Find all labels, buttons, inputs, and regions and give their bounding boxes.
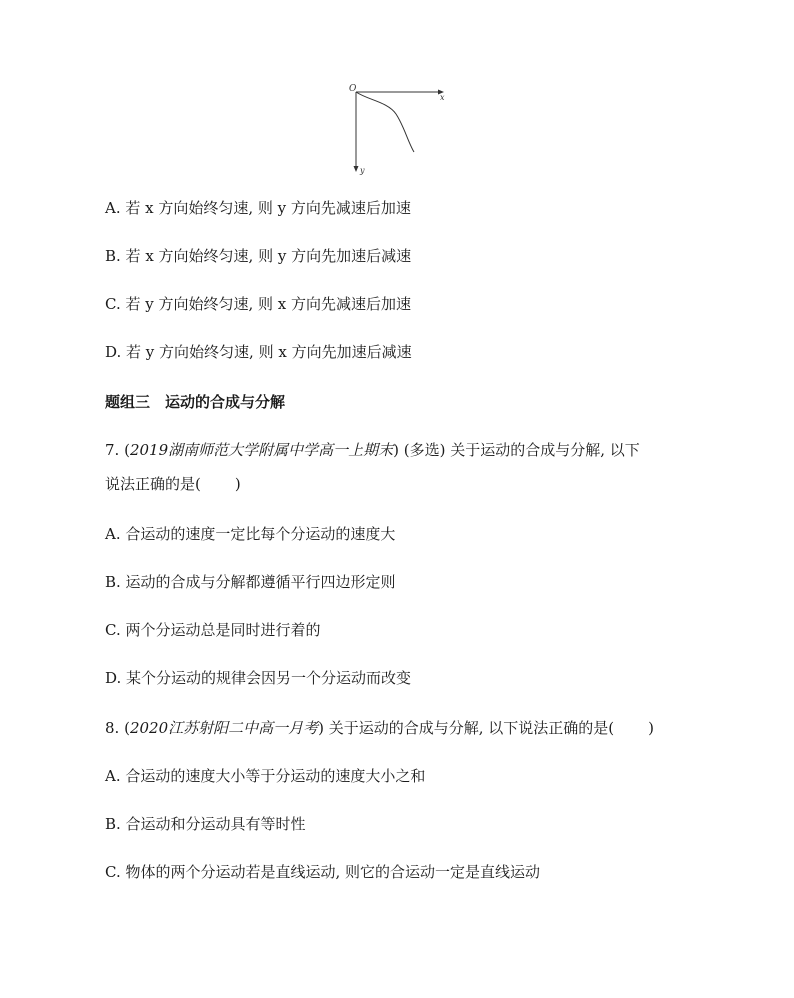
q7-number: 7. ( — [105, 441, 130, 459]
q7-stem-line1 — [105, 440, 640, 460]
trajectory-figure — [340, 80, 460, 180]
trajectory-graph — [340, 80, 460, 180]
q6-option-d: D. 若 y 方向始终匀速, 则 x 方向先加速后减速 — [105, 343, 412, 361]
q6-option-a: A. 若 x 方向始终匀速, 则 y 方向先减速后加速 — [105, 199, 411, 217]
q8-option-a: A. 合运动的速度大小等于分运动的速度大小之和 — [105, 767, 426, 785]
q8-stem-text: ) 关于运动的合成与分解, 以下说法正确的是( — [318, 719, 615, 737]
y-axis-arrow — [354, 166, 359, 172]
q7-option-b: B. 运动的合成与分解都遵循平行四边形定则 — [105, 573, 396, 591]
section-heading: 题组三 运动的合成与分解 — [105, 393, 286, 411]
q7-stem-text2: 说法正确的是( — [105, 475, 201, 493]
q8-option-c: C. 物体的两个分运动若是直线运动, 则它的合运动一定是直线运动 — [105, 863, 541, 881]
x-axis-label: x — [440, 93, 445, 102]
q7-stem-text: ) (多选) 关于运动的合成与分解, 以下 — [393, 441, 640, 459]
q6-option-b: B. 若 x 方向始终匀速, 则 y 方向先加速后减速 — [105, 247, 412, 265]
trajectory-curve — [356, 92, 414, 152]
q8-source: 2020江苏射阳二中高一月考 — [129, 719, 319, 737]
y-axis-label: y — [360, 166, 365, 175]
q8-stem — [105, 718, 654, 738]
q7-option-a: A. 合运动的速度一定比每个分运动的速度大 — [105, 525, 396, 543]
q8-stem-close: ) — [648, 719, 654, 737]
q7-option-d: D. 某个分运动的规律会因另一个分运动而改变 — [105, 669, 412, 687]
origin-label: O — [349, 84, 357, 94]
q8-number: 8. ( — [105, 719, 130, 737]
q7-option-c: C. 两个分运动总是同时进行着的 — [105, 621, 321, 639]
q8-option-b: B. 合运动和分运动具有等时性 — [105, 815, 306, 833]
q7-stem-close: ) — [234, 475, 241, 493]
q6-option-c: C. 若 y 方向始终匀速, 则 x 方向先减速后加速 — [105, 295, 412, 313]
q7-source: 2019湖南师范大学附属中学高一上期末 — [129, 441, 394, 459]
q7-stem-line2 — [105, 474, 241, 494]
